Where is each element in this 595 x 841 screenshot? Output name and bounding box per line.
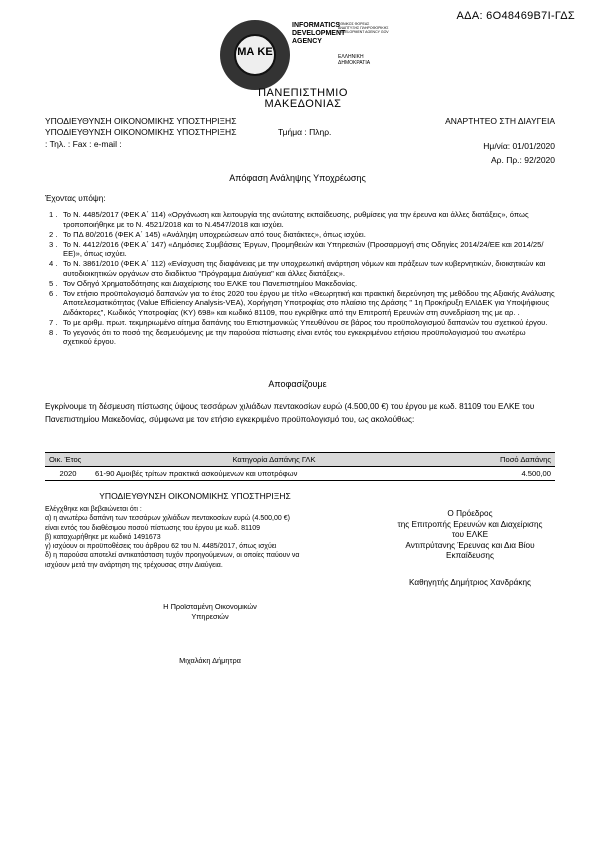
- col-amount: Ποσό Δαπάνης: [457, 453, 555, 467]
- list-item: [45, 210, 555, 229]
- verification-line: ισχύουν μετά την ανάρτηση της τρέχουσας στην Διαύγεια.: [45, 561, 223, 569]
- considerations-list: [45, 210, 555, 347]
- list-item: [45, 259, 555, 278]
- verification-block: [45, 505, 385, 570]
- list-item: [45, 318, 555, 328]
- verification-line: β) καταχωρήθηκε με κωδικό 1491673: [45, 533, 161, 541]
- col-category: Κατηγορία Δαπάνης ΓΛΚ: [91, 453, 457, 467]
- header-dept-2: ΥΠΟΔΙΕΥΘΥΝΣΗ ΟΙΚΟΝΟΜΙΚΗΣ ΥΠΟΣΤΗΡΙΞΗΣ: [45, 127, 237, 137]
- list-item-text: Το με αριθμ. πρωτ. τεκμηριωμένο αίτημα δαπάνης του Επιστημονικώς Υπευθύνου σε βάρος του προϋπολογισμού δαπανών του σχετικού έργου.: [63, 317, 548, 327]
- document-title: Απόφαση Ανάληψης Υποχρέωσης: [229, 173, 366, 183]
- verification-line: δ) η παρούσα αποτελεί αντικατάσταση τυχόν προηγούμενων, οι οποίες παύουν να: [45, 552, 300, 560]
- list-item-number: 4 .: [49, 259, 58, 268]
- list-item-text: Το Ν. 4485/2017 (ΦΕΚ Α΄ 114) «Οργάνωση και λειτουργία της ανώτατης εκπαίδευσης, ρυθμίσεις για την έρευνα και άλλες διατάξεις», όπως τροποποιήθηκε με το Ν. 4521/2018 και το Ν.4547/2018 και ισχύει.: [63, 210, 529, 229]
- header-date: Ημ/νία: 01/01/2020: [483, 141, 555, 151]
- verification-line: γ) ισχύουν οι προϋποθέσεις του άρθρου 62 του Ν. 4485/2017, όπως ισχύει: [45, 543, 277, 551]
- president-line: Ο Πρόεδρος: [447, 509, 493, 518]
- president-line: της Επιτροπής Ερευνών και Διαχείρισης: [397, 519, 543, 529]
- verification-line: α) η ανωτέρω δαπάνη των τεσσάρων χιλιάδων πεντακοσίων ευρώ (4.500,00 €): [45, 515, 290, 523]
- header-section: Τμήμα : Πληρ.: [278, 127, 332, 137]
- considering-label: Έχοντας υπόψη:: [45, 194, 106, 203]
- logo-state-text: ΕΛΛΗΝΙΚΗ ΔΗΜΟΚΡΑΤΙΑ: [338, 54, 371, 66]
- logo-agency-small: ΕΘΝΙΚΟΣ ΦΟΡΕΑΣ ΑΝΑΠΤΥΞΗΣ ΠΛΗΡΟΦΟΡΙΚΗΣ DEVELOPMENT AGENCY GOV: [338, 22, 389, 34]
- list-item-number: 5 .: [49, 278, 58, 288]
- col-year: Οικ. Έτος: [45, 453, 91, 467]
- list-item-number: 3 .: [49, 239, 58, 249]
- list-item-number: 8 .: [49, 327, 58, 337]
- list-item-text: Το ΠΔ 80/2016 (ΦΕΚ Α΄ 145) «Ανάληψη υποχρεώσεων από τους διατάκτες», όπως ισχύει.: [63, 229, 366, 239]
- ada-code: ΑΔΑ: 6Ο48469Β7Ι-ΓΔΣ: [456, 10, 575, 22]
- list-item-number: 6 .: [49, 288, 58, 298]
- approval-text: Εγκρίνουμε τη δέσμευση πίστωσης ύψους τεσσάρων χιλιάδων πεντακοσίων ευρώ (4.500,00 €) του έργου με κωδ. 81109 του ΕΛΚΕ του Πανεπιστημίου Μακεδονίας, σύμφωνα με τον ετήσιο εγκεκριμένο προϋπολογισμό του, ως ακολούθως:: [45, 402, 535, 424]
- verification-line: Ελέγχθηκε και βεβαιώνεται ότι :: [45, 506, 142, 513]
- financial-dept-heading: ΥΠΟΔΙΕΥΘΥΝΣΗ ΟΙΚΟΝΟΜΙΚΗΣ ΥΠΟΣΤΗΡΙΞΗΣ: [99, 491, 291, 501]
- header-publish-note: ΑΝΑΡΤΗΤΕΟ ΣΤΗ ΔΙΑΥΓΕΙΑ: [445, 116, 555, 126]
- header-contact: : Τηλ. : Fax : e-mail :: [45, 139, 122, 149]
- decision-heading: Αποφασίζουμε: [268, 379, 327, 389]
- table-row: [45, 467, 555, 481]
- table-header-row: [45, 453, 555, 467]
- list-item-number: 1 .: [49, 210, 58, 219]
- president-line: του ΕΛΚΕ: [451, 530, 489, 539]
- president-block: [375, 509, 565, 562]
- list-item-text: Τον Οδηγό Χρηματοδότησης και Διαχείρισης του ΕΛΚΕ του Πανεπιστημίου Μακεδονίας.: [63, 278, 358, 288]
- cell-amount: 4.500,00: [457, 467, 555, 481]
- head-title-2: Υπηρεσιών: [191, 612, 229, 621]
- budget-table: [45, 452, 555, 481]
- list-item-number: 2 .: [49, 229, 58, 239]
- list-item-text: Το Ν. 4412/2016 (ΦΕΚ Α΄ 147) «Δημόσιες Συμβάσεις Έργων, Προμηθειών και Υπηρεσιών (Προσαρμογή στις Οδηγίες 2014/24/ΕΕ και 2014/25/ΕΕ)», όπως ισχύει.: [63, 239, 544, 258]
- list-item-text: Το Ν. 3861/2010 (ΦΕΚ Α΄ 112) «Ενίσχυση της διαφάνειας με την υποχρεωτική ανάρτηση νόμων και πράξεων των κυβερνητικών, διοικητικών και αυτοδιοικητικών οργάνων στο διαδίκτυο "Πρόγραμμα Διαύγεια" και άλλες διατάξεις».: [63, 259, 546, 278]
- header-protocol: Αρ. Πρ.: 92/2020: [490, 155, 555, 165]
- list-item-text: Το γεγονός ότι το ποσό της δεσμευόμενης με την παρούσα πίστωσης είναι εντός του εγκεκριμένου ετήσιου προϋπολογισμού του ανωτέρω σχετικού έργου.: [63, 327, 526, 346]
- logo-seal-inner: [234, 34, 276, 76]
- cell-category: 61-90 Αμοιβές τρίτων πρακτικά ασκούμενων και υποτρόφων: [91, 467, 457, 481]
- list-item-text: Τον ετήσιο προϋπολογισμό δαπανών για το έτος 2020 του έργου με τίτλο «Θεωρητική και πρακτική διερεύνηση της μεθόδου της Αξιακής Ανάλυσης Αποτελεσματικότητας (Value Efficiency Analysis-VEA), Χορήγηση Υποτροφίας στο πλαίσιο της Δράσης " 1η Προκήρυξη ΕΛΙΔΕΚ για Υποψήφιους Διδάκτορες", Κωδικός Υποτροφίας (ΚΥ) 698» και κωδικό 81109, που εγκρίθηκε από την Επιτροπή Ερευνών στη συνεδρίαση της με αρ. .: [63, 288, 555, 317]
- seal-text: ΜΑ ΚΕ: [237, 46, 273, 58]
- list-item-number: 7 .: [49, 317, 58, 327]
- header-dept-1: ΥΠΟΔΙΕΥΘΥΝΣΗ ΟΙΚΟΝΟΜΙΚΗΣ ΥΠΟΣΤΗΡΙΞΗΣ: [45, 116, 237, 126]
- president-line: Αντιπρύτανης Έρευνας και Δια Βίου: [405, 540, 535, 550]
- list-item: [45, 289, 555, 318]
- verification-line: είναι εντός του διαθέσιμου ποσού πίστωσης του έργου με κωδ. 81109: [45, 524, 261, 532]
- head-name: Μιχαλάκη Δήμητρα: [179, 656, 241, 665]
- logo-agency-text: INFORMATICS DEVELOPMENT AGENCY: [292, 22, 346, 45]
- university-logo: [220, 20, 390, 110]
- president-line: Εκπαίδευσης: [446, 551, 494, 560]
- list-item: [45, 230, 555, 240]
- list-item: [45, 328, 555, 347]
- logo-seal: [220, 20, 290, 90]
- university-name: ΠΑΝΕΠΙΣΤΗΜΙΟ ΜΑΚΕΔΟΝΙΑΣ: [258, 87, 348, 110]
- head-title-1: Η Προϊσταμένη Οικονομικών: [163, 602, 257, 611]
- cell-year: 2020: [45, 467, 91, 481]
- president-name: Καθηγητής Δημήτριος Χανδράκης: [408, 578, 531, 587]
- list-item: [45, 240, 555, 259]
- list-item: [45, 279, 555, 289]
